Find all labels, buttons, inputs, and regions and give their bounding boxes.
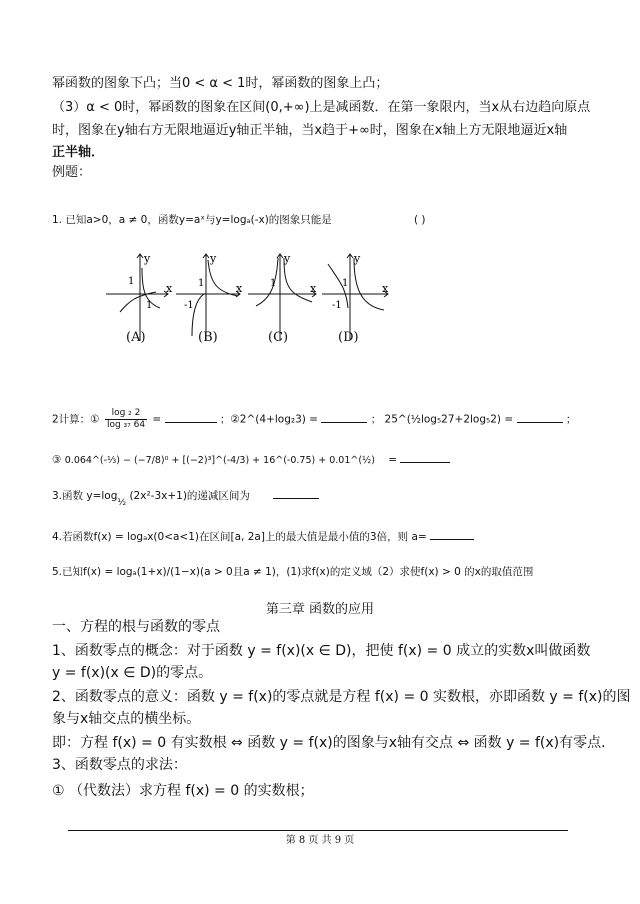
answer-blank-5[interactable] xyxy=(273,486,319,499)
answer-blank-4[interactable] xyxy=(400,450,450,463)
answer-blank-6[interactable] xyxy=(430,527,474,540)
graph-b-one: 1 xyxy=(198,278,205,289)
graph-c-one: 1 xyxy=(270,278,277,289)
paragraph-3: 即：方程 f(x) = 0 有实数根 ⇔ 函数 y = f(x)的图象与x轴有交点 ⇔ 函数 y = f(x)有零点． xyxy=(52,735,616,751)
semicolon-end: ； xyxy=(565,413,577,426)
graph-b-neg-one: -1 xyxy=(184,300,194,311)
graph-c-y-label: y xyxy=(284,252,291,265)
fraction-1 xyxy=(105,408,147,431)
example-heading: 例题： xyxy=(52,165,92,180)
text-line-3: 时，图象在y轴右方无限地逼近y轴正半轴，当x趋于+∞时，图象在x轴上方无限地逼近x轴 xyxy=(52,123,568,138)
graph-b-y-label: y xyxy=(210,252,217,265)
answer-blank-3[interactable] xyxy=(517,410,563,423)
graph-d-y-label: y xyxy=(354,252,361,265)
question-1-text: 1. 已知a>0，a ≠ 0，函数y=aˣ与y=logₐ(-x)的图象只能是 xyxy=(52,214,332,226)
paragraph-4: 3、函数零点的求法： xyxy=(52,757,187,773)
graph-c xyxy=(248,254,316,340)
paragraph-1-line-2: y = f(x)(x ∈ D)的零点。 xyxy=(52,665,213,681)
question-3-rest: (2x²-3x+1)的递减区间为 xyxy=(129,490,250,502)
question-5: 5.已知f(x) = logₐ(1+x)/(1−x)(a > 0且a ≠ 1)，(1)求f(x)的定义域（2）求使f(x) > 0 的x的取值范围 xyxy=(52,566,534,578)
graph-a-one-x: 1 xyxy=(146,300,153,311)
graph-d-one: 1 xyxy=(342,278,349,289)
log-base: ½ xyxy=(117,498,127,508)
text-line-2: （3）α < 0时，幂函数的图象在区间(0,+∞)上是减函数．在第一象限内，当x从右边趋向原点 xyxy=(52,100,591,115)
option-d-label: (D) xyxy=(338,330,359,345)
fraction-1-numerator: log ₂ 2 xyxy=(105,408,147,420)
graph-d-x-label: x xyxy=(382,282,389,295)
question-3 xyxy=(52,486,319,507)
question-4 xyxy=(52,527,474,547)
graph-b xyxy=(176,254,240,340)
option-a-label: (A) xyxy=(126,330,146,345)
answer-paren: ( ) xyxy=(414,214,426,226)
graph-a-one-y: 1 xyxy=(128,276,135,287)
section-heading: 一、方程的根与函数的零点 xyxy=(52,619,220,635)
paragraph-2-line-2: 象与x轴交点的横坐标。 xyxy=(52,711,201,727)
question-2-prefix: 2计算：① xyxy=(52,413,100,426)
question-3-text: 3.函数 y=log xyxy=(52,490,118,502)
page-footer: 第 8 页 共 9 页 xyxy=(285,835,355,846)
equals-sign-2: = xyxy=(388,454,398,466)
paragraph-1-line-1: 1、函数零点的概念：对于函数 y = f(x)(x ∈ D)，把使 f(x) = 0 成立的实数x叫做函数 xyxy=(52,643,591,659)
option-b-label: (B) xyxy=(198,330,218,345)
graph-b-x-label: x xyxy=(236,282,243,295)
circled-3: ③ xyxy=(52,454,62,466)
paragraph-5: ① （代数法）求方程 f(x) = 0 的实数根； xyxy=(52,783,314,799)
answer-blank-2[interactable] xyxy=(321,410,367,423)
text-line-1: 幂函数的图象下凸；当0 < α < 1时，幂函数的图象上凸； xyxy=(52,76,389,91)
expression-3: 0.064^(-⅓) − (−7/8)⁰ + [(−2)³]^(-4/3) + 16^(-0.75) + 0.01^(½) xyxy=(64,455,375,466)
question-2-part-2: ；②2^(4+log₂3) = xyxy=(219,413,318,426)
answer-blank-1[interactable] xyxy=(165,410,217,423)
graph-d-neg-one: -1 xyxy=(332,300,342,311)
question-1 xyxy=(52,210,332,230)
question-4-text: 4.若函数f(x) = logₐx(0<a<1)在区间[a, 2a]上的最大值是最小值的3倍，则 a= xyxy=(52,531,427,543)
graph-d xyxy=(322,254,388,340)
question-2-part-3: 25^(½log₅27+2log₅2) = xyxy=(384,413,514,426)
question-2 xyxy=(52,408,576,431)
text-line-4: 正半轴． xyxy=(52,145,105,160)
graph-c-x-label: x xyxy=(310,282,317,295)
graph-a-x-label: x xyxy=(166,282,173,295)
fraction-1-denominator: log ₃₇ 64 xyxy=(106,420,146,430)
question-2-part-4 xyxy=(52,450,450,471)
paragraph-2-line-1: 2、函数零点的意义：函数 y = f(x)的零点就是方程 f(x) = 0 实数根，亦即函数 y = f(x)的图 xyxy=(52,689,631,705)
equals-sign: = xyxy=(152,413,162,426)
option-c-label: (C) xyxy=(268,330,289,345)
graph-a xyxy=(106,254,168,340)
chapter-title: 第三章 函数的应用 xyxy=(265,602,375,617)
separator: ； xyxy=(370,413,382,426)
graph-a-y-label: y xyxy=(144,252,151,265)
